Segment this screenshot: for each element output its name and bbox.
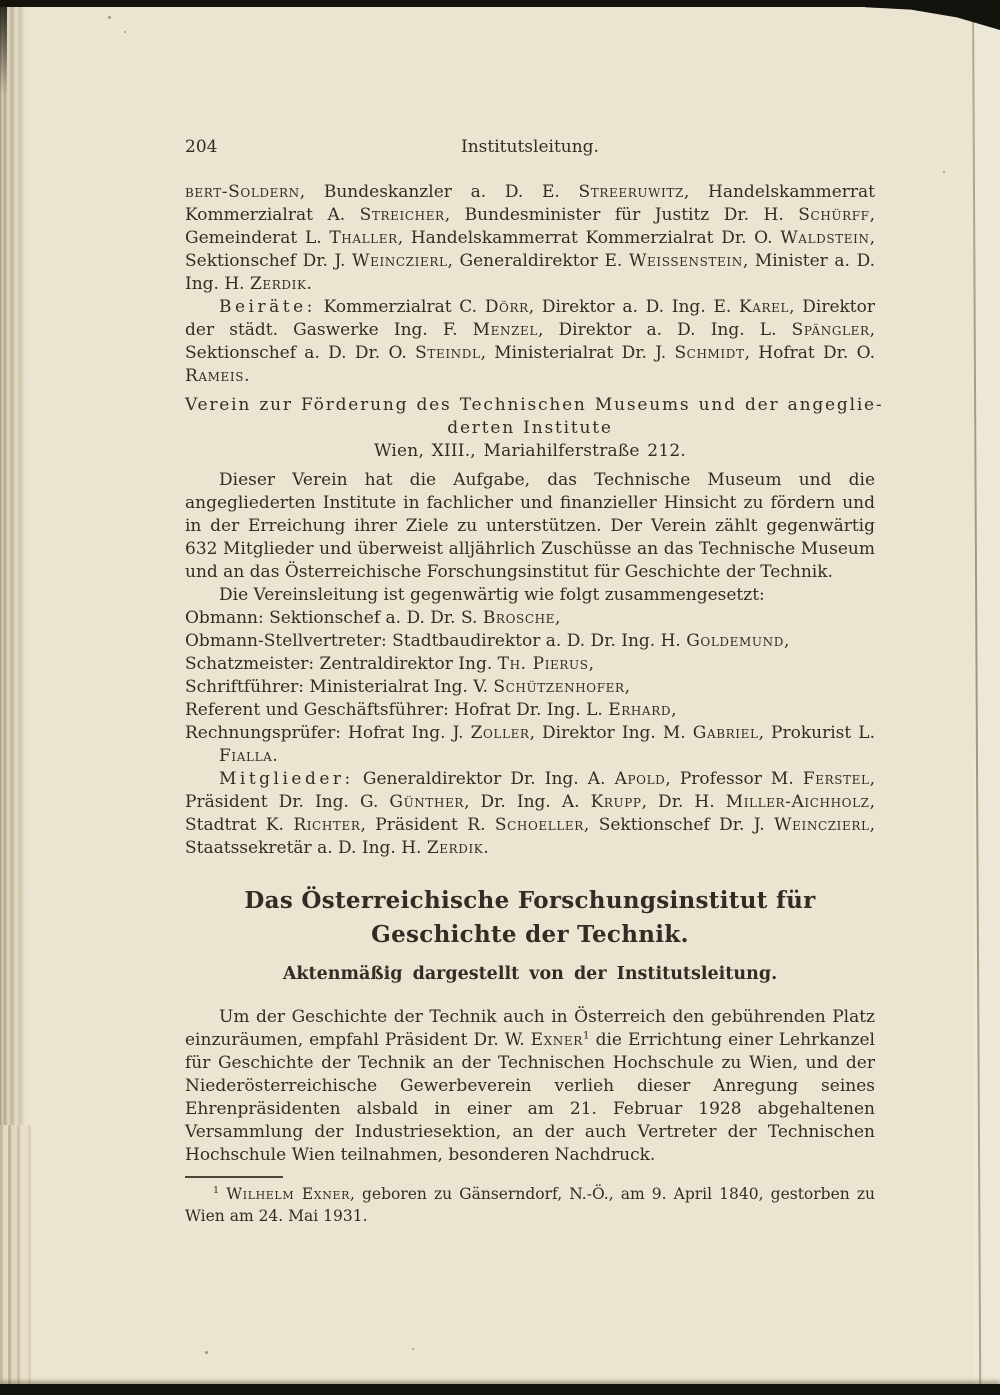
name-smallcaps: Brosche xyxy=(482,608,556,628)
text-run: , Ministerialrat Dr. J. xyxy=(480,343,675,363)
text-run: , Direktor a. D. Ing. E. xyxy=(528,297,739,317)
name-smallcaps: Thaller xyxy=(329,228,398,248)
text-run: , Hofrat Dr. O. xyxy=(744,343,875,363)
name-smallcaps: Schützenhofer xyxy=(493,677,625,697)
text-run: Die Vereinsleitung ist gegenwärtig wie folgt zusammengesetzt: xyxy=(219,585,765,605)
section-heading-line: derten Institute xyxy=(447,418,613,438)
text-run: Dieser Verein hat die Aufgabe, das Technische Museum und die angegliederten Institute in fachlicher und finanzieller Hinsicht zu fördern und in der Erreichung ihrer Ziele zu unterstützen. Der Verein zählt gegenwärtig 632 Mitglieder und überweist alljährlich Zuschüsse an das Technische Museum und an das Österreichische Forschungsinstitut für Geschichte der Technik. xyxy=(185,470,875,582)
text-run: , Bundesminister für Justitz Dr. H. xyxy=(444,205,799,225)
text-run: Obmann-Stellvertreter: Stadtbaudirektor a. D. Dr. Ing. H. xyxy=(185,631,687,651)
board-list-item xyxy=(185,722,875,768)
chapter-title-line: Geschichte der Technik. xyxy=(371,921,689,948)
footnote-marker: 1 xyxy=(582,1029,590,1042)
page-content xyxy=(185,136,884,1227)
text-run: , Direktor der städt. Gaswerke Ing. F. xyxy=(185,297,875,340)
text-run: , geboren zu Gänserndorf, N.-Ö., am 9. April 1840, gestorben zu Wien am 24. Mai 1931. xyxy=(185,1185,875,1225)
binding-top-bar xyxy=(0,0,1000,7)
text-run: . xyxy=(483,838,489,858)
footnote xyxy=(185,1183,875,1227)
name-smallcaps: Schürff xyxy=(798,205,870,225)
text-run: , Direktor a. D. Ing. L. xyxy=(538,320,792,340)
name-smallcaps: Weinczierl xyxy=(774,815,870,835)
paper-speck xyxy=(124,31,126,33)
name-smallcaps: Weissenstein xyxy=(628,251,743,271)
paragraph-mitglieder xyxy=(185,768,875,860)
name-smallcaps: Ferstel xyxy=(802,769,870,789)
chapter-subtitle: Aktenmäßig dargestellt von der Institutsleitung. xyxy=(282,964,778,984)
chapter-title xyxy=(185,884,875,952)
text-run: , Bundeskanzler a. D. E. xyxy=(299,182,579,202)
name-smallcaps: Steindl xyxy=(415,343,481,363)
chapter-title-line: Das Österreichische Forschungsinstitut für xyxy=(244,887,816,914)
text-run: , Generaldirektor E. xyxy=(447,251,629,271)
page-stack-edge xyxy=(0,0,30,1395)
address-line: Wien, XIII., Mariahilferstraße 212. xyxy=(374,441,686,461)
paper-speck xyxy=(205,1351,208,1354)
name-smallcaps: bert-Soldern xyxy=(185,182,300,202)
text-run: , xyxy=(588,654,594,674)
text-run: , Sektionschef Dr. J. xyxy=(583,815,775,835)
name-smallcaps: Waldstein xyxy=(780,228,870,248)
name-smallcaps: Richter xyxy=(293,815,361,835)
text-run: , Dr. Ing. A. xyxy=(464,792,591,812)
name-smallcaps: Schoeller xyxy=(494,815,584,835)
text-run: , Direktor Ing. M. xyxy=(529,723,693,743)
spaced-label: Mitglieder: xyxy=(219,769,354,789)
text-run: Obmann: Sektionschef a. D. Dr. S. xyxy=(185,608,483,628)
text-run: , Sektionschef a. D. Dr. O. xyxy=(185,320,875,363)
name-smallcaps: Th. Pierus xyxy=(497,654,589,674)
name-smallcaps: Zerdik xyxy=(250,274,307,294)
name-smallcaps: Goldemund xyxy=(686,631,784,651)
text-run: Kommerzialrat C. xyxy=(315,297,485,317)
name-smallcaps: Menzel xyxy=(472,320,538,340)
text-run: , Staatssekretär a. D. Ing. H. xyxy=(185,815,875,858)
text-run: Um der Geschichte der Technik auch in Österreich den gebührenden Platz einzuräumen, empfahl Präsident Dr. W. xyxy=(185,1007,875,1050)
text-run: . xyxy=(306,274,312,294)
footnote-rule xyxy=(185,1176,283,1178)
text-run: , xyxy=(671,700,677,720)
text-run: , Prokurist L. xyxy=(758,723,876,743)
paragraph-board-continuation xyxy=(185,181,875,296)
paragraph-exner xyxy=(185,1006,875,1167)
name-smallcaps: Wilhelm Exner xyxy=(226,1185,350,1203)
page-header xyxy=(185,136,875,159)
text-run: , Minister a. D. Ing. H. xyxy=(185,251,875,294)
board-list-item xyxy=(185,676,875,699)
name-smallcaps: Apold xyxy=(614,769,666,789)
name-smallcaps: Günther xyxy=(389,792,465,812)
text-run: , Gemeinderat L. xyxy=(185,205,875,248)
section-heading-line: Verein zur Förderung des Technischen Museums und der angeglie- xyxy=(185,395,884,415)
name-smallcaps: Dörr xyxy=(484,297,529,317)
name-smallcaps: Fialla xyxy=(219,746,273,766)
spaced-label: Beiräte: xyxy=(219,297,316,317)
text-run: , Handelskammerrat Kommerzialrat A. xyxy=(185,182,875,225)
board-list-item xyxy=(185,630,875,653)
text-run: . xyxy=(244,366,250,386)
text-run: , xyxy=(783,631,790,651)
name-smallcaps: Zerdik xyxy=(426,838,484,858)
name-smallcaps: Schmidt xyxy=(674,343,745,363)
name-smallcaps: Karel xyxy=(738,297,790,317)
name-smallcaps: Spängler xyxy=(791,320,870,340)
name-smallcaps: Krupp xyxy=(590,792,642,812)
text-run: , Stadtrat K. xyxy=(185,792,875,835)
paragraph-beiraete xyxy=(185,296,875,388)
name-smallcaps: Miller-Aichholz xyxy=(725,792,870,812)
text-run: , Präsident R. xyxy=(360,815,495,835)
name-smallcaps: Streeruwitz xyxy=(578,182,684,202)
text-run: Referent und Geschäftsführer: Hofrat Dr. Ing. L. xyxy=(185,700,609,720)
name-smallcaps: Rameis xyxy=(185,366,245,386)
name-smallcaps: Gabriel xyxy=(692,723,759,743)
text-run: Rechnungsprüfer: Hofrat Ing. J. xyxy=(185,723,471,743)
text-run: , Professor M. xyxy=(665,769,803,789)
text-run: , xyxy=(624,677,631,697)
paper-speck xyxy=(108,16,111,19)
board-list xyxy=(185,607,875,768)
name-smallcaps: Weinczierl xyxy=(352,251,448,271)
paper-speck xyxy=(412,1348,414,1350)
running-title: Institutsleitung. xyxy=(461,137,599,157)
text-run: , Dr. H. xyxy=(641,792,726,812)
paragraph-verein-aufgabe xyxy=(185,469,875,584)
text-run: Schriftführer: Ministerialrat Ing. V. xyxy=(185,677,494,697)
text-run: , Präsident Dr. Ing. G. xyxy=(185,769,875,812)
text-run: Schatzmeister: Zentraldirektor Ing. xyxy=(185,654,498,674)
board-list-item xyxy=(185,653,875,676)
section-heading-verein xyxy=(185,394,884,463)
footnote-marker: 1 xyxy=(213,1184,220,1196)
text-run: Generaldirektor Dr. Ing. A. xyxy=(353,769,615,789)
board-list-item xyxy=(185,699,875,722)
name-smallcaps: Erhard xyxy=(608,700,672,720)
name-smallcaps: Exner xyxy=(530,1030,583,1050)
text-run: die Errichtung einer Lehrkanzel für Geschichte der Technik an der Technischen Hochschule zu Wien, und der Niederösterreichische Gewerbeverein verlieh dieser Anregung seines Ehrenpräsidenten alsbald in einer am 21. Februar 1928 abgehaltenen Versammlung der Industriesektion, an der auch Vertreter der Technischen Hochschule Wien teilnahmen, besonderen Nachdruck. xyxy=(185,1030,875,1165)
binding-bottom-bar xyxy=(0,1384,1000,1395)
board-list-item xyxy=(185,607,875,630)
page-number: 204 xyxy=(185,137,218,157)
paper-speck xyxy=(943,171,945,173)
name-smallcaps: Zoller xyxy=(470,723,530,743)
name-smallcaps: Streicher xyxy=(359,205,445,225)
text-run: , Sektionschef Dr. J. xyxy=(185,228,875,271)
text-run: , Handelskammerrat Kommerzialrat Dr. O. xyxy=(397,228,781,248)
text-run: , xyxy=(555,608,561,628)
paragraph-vereinsleitung-intro xyxy=(185,584,875,607)
text-run: . xyxy=(272,746,278,766)
